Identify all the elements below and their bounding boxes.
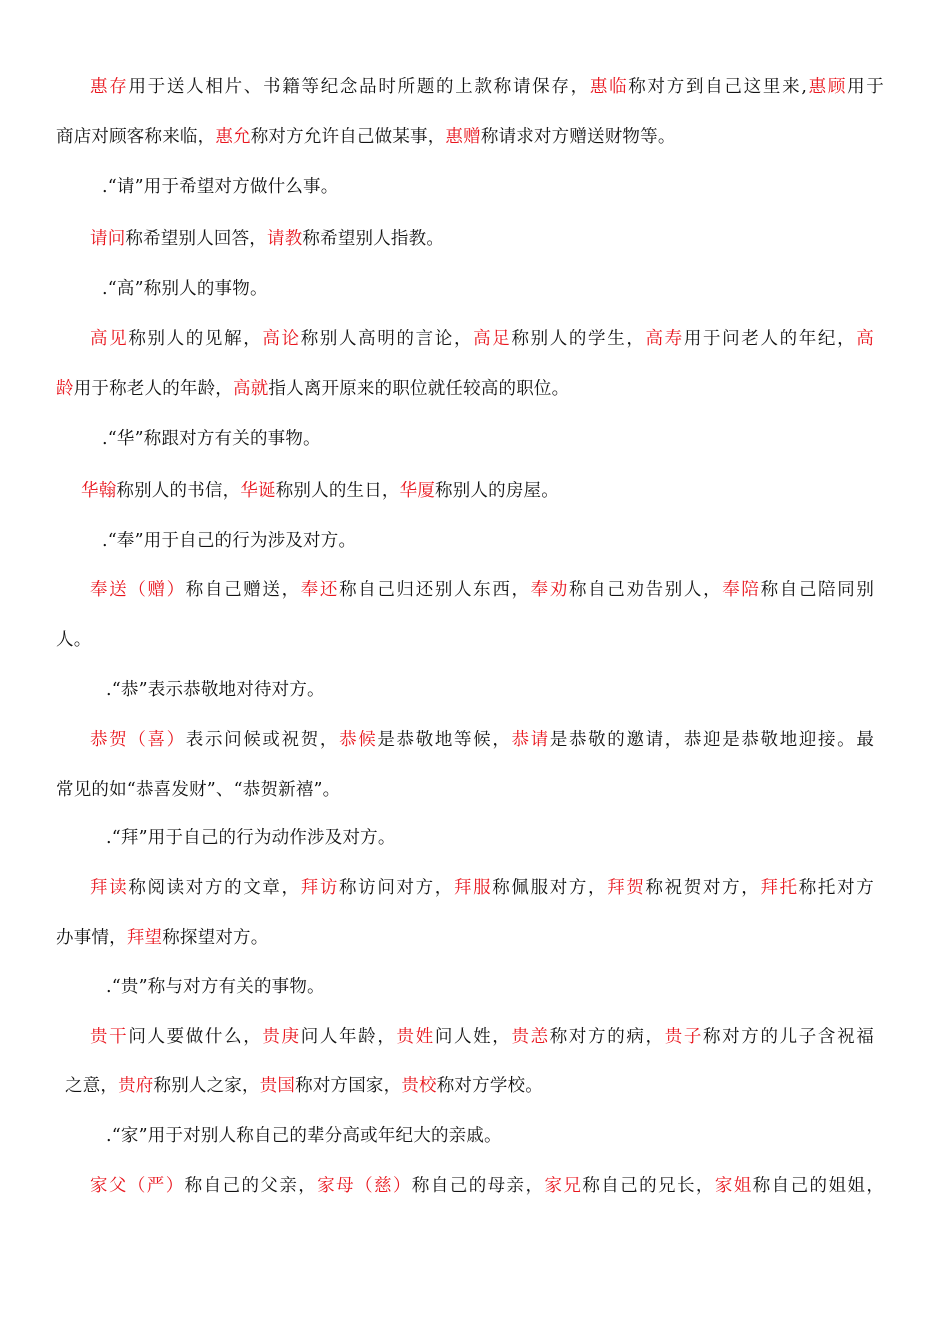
body-text: 人。: [56, 630, 92, 650]
honorific-term: 华厦: [399, 481, 436, 501]
paragraph-line: [56, 377, 569, 401]
honorific-term: 奉劝: [530, 580, 569, 600]
section-heading: [106, 678, 325, 702]
body-text: 常见的如“恭喜发财”、“恭贺新禧”。: [56, 780, 341, 800]
honorific-term: 奉还: [300, 580, 340, 600]
honorific-term: 高论: [262, 329, 301, 349]
paragraph-line: [56, 778, 340, 802]
honorific-term: 高寿: [645, 329, 684, 349]
honorific-term: 惠顾: [807, 77, 848, 97]
honorific-term: 龄: [56, 379, 74, 399]
paragraph-line: [90, 75, 884, 99]
body-text: 称自己的父亲，: [184, 1176, 318, 1196]
honorific-term: 惠允: [215, 127, 251, 147]
body-text: 称别人的生日，: [275, 481, 400, 501]
honorific-term: 恭请: [511, 730, 550, 750]
honorific-term: 贵干: [90, 1027, 129, 1047]
honorific-term: 高见: [90, 329, 129, 349]
body-text: 办事情，: [56, 928, 127, 948]
honorific-term: 家母（慈）: [317, 1176, 412, 1196]
honorific-term: 家父（严）: [90, 1176, 185, 1196]
body-text: 称对方允许自己做某事，: [250, 127, 446, 147]
body-text: 称自己归还别人东西，: [339, 580, 531, 600]
body-text: 称自己赠送，: [185, 580, 301, 600]
paragraph-line: [90, 327, 874, 351]
paragraph-line: [56, 125, 676, 149]
paragraph-line: [90, 227, 444, 251]
body-text: .“拜”用于自己的行为动作涉及对方。: [106, 828, 396, 848]
honorific-term: 贵姓: [396, 1027, 435, 1047]
body-text: .“高”称别人的事物。: [102, 279, 268, 299]
honorific-term: 贵国: [259, 1076, 296, 1096]
honorific-term: 恭贺（喜）: [90, 730, 186, 750]
honorific-term: 家兄: [544, 1176, 583, 1196]
honorific-term: 奉陪: [722, 580, 761, 600]
section-heading: [102, 427, 321, 451]
honorific-term: 贵庚: [262, 1027, 301, 1047]
body-text: 称佩服对方，: [492, 878, 608, 898]
body-text: 指人离开原来的职位就任较高的职位。: [268, 379, 570, 399]
section-heading: [102, 277, 268, 301]
body-text: 称祝贺对方，: [645, 878, 761, 898]
body-text: 称阅读对方的文章，: [128, 878, 301, 898]
body-text: 称自己劝告别人，: [568, 580, 723, 600]
body-text: 称别人的见解，: [128, 329, 263, 349]
body-text: 问人年龄，: [300, 1027, 397, 1047]
honorific-term: 华诞: [240, 481, 276, 501]
paragraph-line: [81, 479, 559, 503]
honorific-term: 拜访: [300, 878, 340, 898]
body-text: 称对方国家，: [295, 1076, 402, 1096]
paragraph-line: [56, 926, 268, 950]
body-text: 称别人的房屋。: [435, 481, 559, 501]
body-text: 称自己陪同别: [760, 580, 875, 600]
body-text: .“华”称跟对方有关的事物。: [102, 429, 321, 449]
honorific-term: 家姐: [714, 1176, 753, 1196]
honorific-term: 奉送（赠）: [90, 580, 186, 600]
honorific-term: 惠存: [90, 77, 129, 97]
body-text: 称自己的母亲，: [411, 1176, 545, 1196]
section-heading: [102, 529, 356, 553]
section-heading: [106, 975, 325, 999]
paragraph-line: [65, 1074, 543, 1098]
body-text: 称对方学校。: [436, 1076, 543, 1096]
body-text: 称别人高明的言论，: [300, 329, 474, 349]
body-text: 是恭敬的邀请，恭迎是恭敬地迎接。最: [549, 730, 875, 750]
section-heading: [102, 175, 338, 199]
paragraph-line: [90, 1025, 874, 1049]
honorific-term: 高就: [233, 379, 269, 399]
body-text: 表示问候或祝贺，: [185, 730, 340, 750]
body-text: 用于: [847, 77, 885, 97]
honorific-term: 贵校: [401, 1076, 437, 1096]
body-text: 称对方到自己这里来,: [628, 77, 808, 97]
body-text: .“贵”称与对方有关的事物。: [106, 977, 325, 997]
honorific-term: 惠临: [589, 77, 629, 97]
body-text: 称别人之家，: [153, 1076, 260, 1096]
honorific-term: 拜读: [90, 878, 129, 898]
honorific-term: 拜望: [126, 928, 163, 948]
honorific-term: 贵府: [118, 1076, 154, 1096]
body-text: 用于送人相片、书籍等纪念品时所题的上款称请保存，: [128, 77, 590, 97]
body-text: 是恭敬地等候，: [377, 730, 512, 750]
body-text: 称访问对方，: [339, 878, 454, 898]
honorific-term: 请问: [90, 229, 126, 249]
paragraph-line: [90, 578, 874, 602]
body-text: 称自己的兄长，: [582, 1176, 715, 1196]
body-text: .“请”用于希望对方做什么事。: [102, 177, 339, 197]
honorific-term: 高足: [473, 329, 512, 349]
body-text: .“奉”用于自己的行为涉及对方。: [102, 531, 357, 551]
body-text: 称对方的病，: [549, 1027, 665, 1047]
body-text: 问人姓，: [434, 1027, 512, 1047]
body-text: 之意，: [65, 1076, 119, 1096]
body-text: 称探望对方。: [162, 928, 269, 948]
body-text: .“家”用于对别人称自己的辈分高或年纪大的亲戚。: [106, 1126, 502, 1146]
body-text: 用于问老人的年纪，: [683, 329, 857, 349]
body-text: 称别人的书信，: [116, 481, 241, 501]
body-text: 称别人的学生，: [511, 329, 646, 349]
body-text: 商店对顾客称来临，: [56, 127, 216, 147]
honorific-term: 请教: [267, 229, 303, 249]
paragraph-line: [90, 1174, 884, 1198]
honorific-term: 拜贺: [607, 878, 646, 898]
honorific-term: 拜服: [453, 878, 493, 898]
body-text: 用于称老人的年龄，: [73, 379, 234, 399]
honorific-term: 拜托: [760, 878, 799, 898]
honorific-term: 贵子: [664, 1027, 703, 1047]
honorific-term: 高: [856, 329, 874, 349]
section-heading: [106, 826, 396, 850]
body-text: .“恭”表示恭敬地对待对方。: [106, 680, 325, 700]
body-text: 称希望别人回答，: [125, 229, 268, 249]
body-text: 称自己的姐姐，: [752, 1176, 885, 1196]
body-text: 称请求对方赠送财物等。: [480, 127, 676, 147]
paragraph-line: [90, 728, 874, 752]
honorific-term: 恭候: [339, 730, 378, 750]
paragraph-line: [90, 876, 874, 900]
section-heading: [106, 1124, 502, 1148]
honorific-term: 贵恙: [511, 1027, 550, 1047]
paragraph-line: [56, 628, 91, 652]
body-text: 称托对方: [798, 878, 874, 898]
body-text: 问人要做什么，: [128, 1027, 263, 1047]
honorific-term: 华翰: [81, 481, 117, 501]
body-text: 称希望别人指教。: [302, 229, 445, 249]
body-text: 称对方的儿子含祝福: [703, 1027, 874, 1047]
honorific-term: 惠赠: [445, 127, 481, 147]
